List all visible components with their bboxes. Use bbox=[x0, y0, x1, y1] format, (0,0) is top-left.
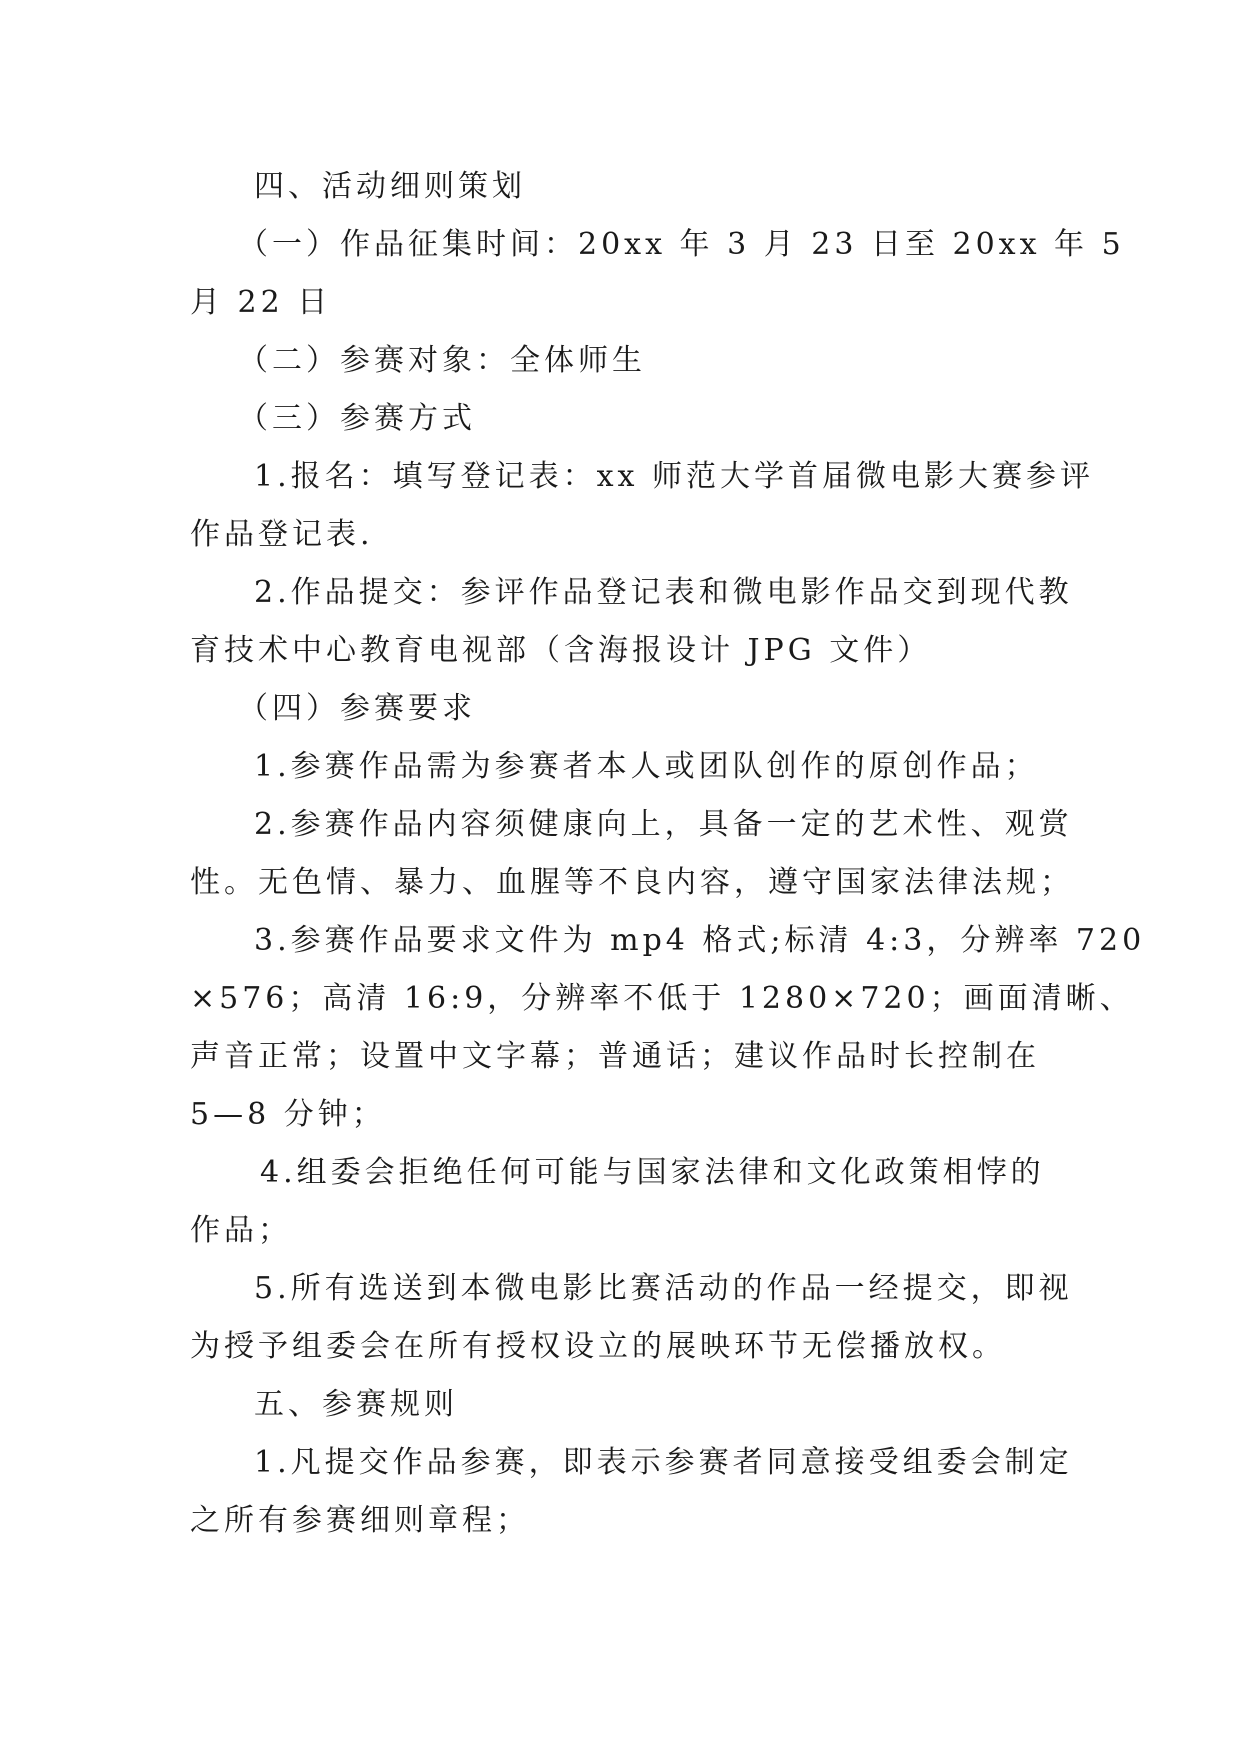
paragraph-line: 3.参赛作品要求文件为 mp4 格式;标清 4:3，分辨率 720 bbox=[254, 923, 1146, 958]
paragraph-line: 5.所有选送到本微电影比赛活动的作品一经提交，即视 bbox=[254, 1271, 1073, 1306]
paragraph-line: 月 22 日 bbox=[190, 285, 332, 320]
paragraph-line: 为授予组委会在所有授权设立的展映环节无偿播放权。 bbox=[190, 1329, 1006, 1364]
document-body bbox=[190, 158, 1146, 1550]
paragraph-line: 1.凡提交作品参赛，即表示参赛者同意接受组委会制定 bbox=[254, 1445, 1073, 1480]
paragraph-line: 性。无色情、暴力、血腥等不良内容，遵守国家法律法规； bbox=[190, 865, 1074, 900]
paragraph-line: 声音正常；设置中文字幕；普通话；建议作品时长控制在 bbox=[190, 1039, 1040, 1074]
paragraph-line: 1.报名：填写登记表：xx 师范大学首届微电影大赛参评 bbox=[254, 459, 1094, 494]
paragraph-line: （一）作品征集时间：20xx 年 3 月 23 日至 20xx 年 5 bbox=[238, 227, 1125, 262]
paragraph-line: 1.参赛作品需为参赛者本人或团队创作的原创作品； bbox=[254, 749, 1039, 784]
paragraph-line: 5—8 分钟； bbox=[190, 1097, 386, 1132]
paragraph-line: 作品； bbox=[190, 1213, 292, 1248]
paragraph-line: （四）参赛要求 bbox=[238, 691, 476, 726]
paragraph-line: 2.作品提交：参评作品登记表和微电影作品交到现代教 bbox=[254, 575, 1073, 610]
section-heading: 五、参赛规则 bbox=[254, 1387, 458, 1422]
paragraph-line: 2.参赛作品内容须健康向上，具备一定的艺术性、观赏 bbox=[254, 807, 1073, 842]
paragraph-line: 之所有参赛细则章程； bbox=[190, 1503, 530, 1538]
paragraph-line: （三）参赛方式 bbox=[238, 401, 476, 436]
paragraph-line: ×576；高清 16:9，分辨率不低于 1280×720；画面清晰、 bbox=[190, 981, 1134, 1016]
paragraph-line: （二）参赛对象：全体师生 bbox=[238, 343, 646, 378]
section-heading: 四、活动细则策划 bbox=[254, 169, 526, 204]
paragraph-line: 4.组委会拒绝任何可能与国家法律和文化政策相悖的 bbox=[260, 1155, 1045, 1190]
paragraph-line: 作品登记表. bbox=[190, 517, 374, 552]
paragraph-line: 育技术中心教育电视部（含海报设计 JPG 文件） bbox=[190, 633, 932, 668]
